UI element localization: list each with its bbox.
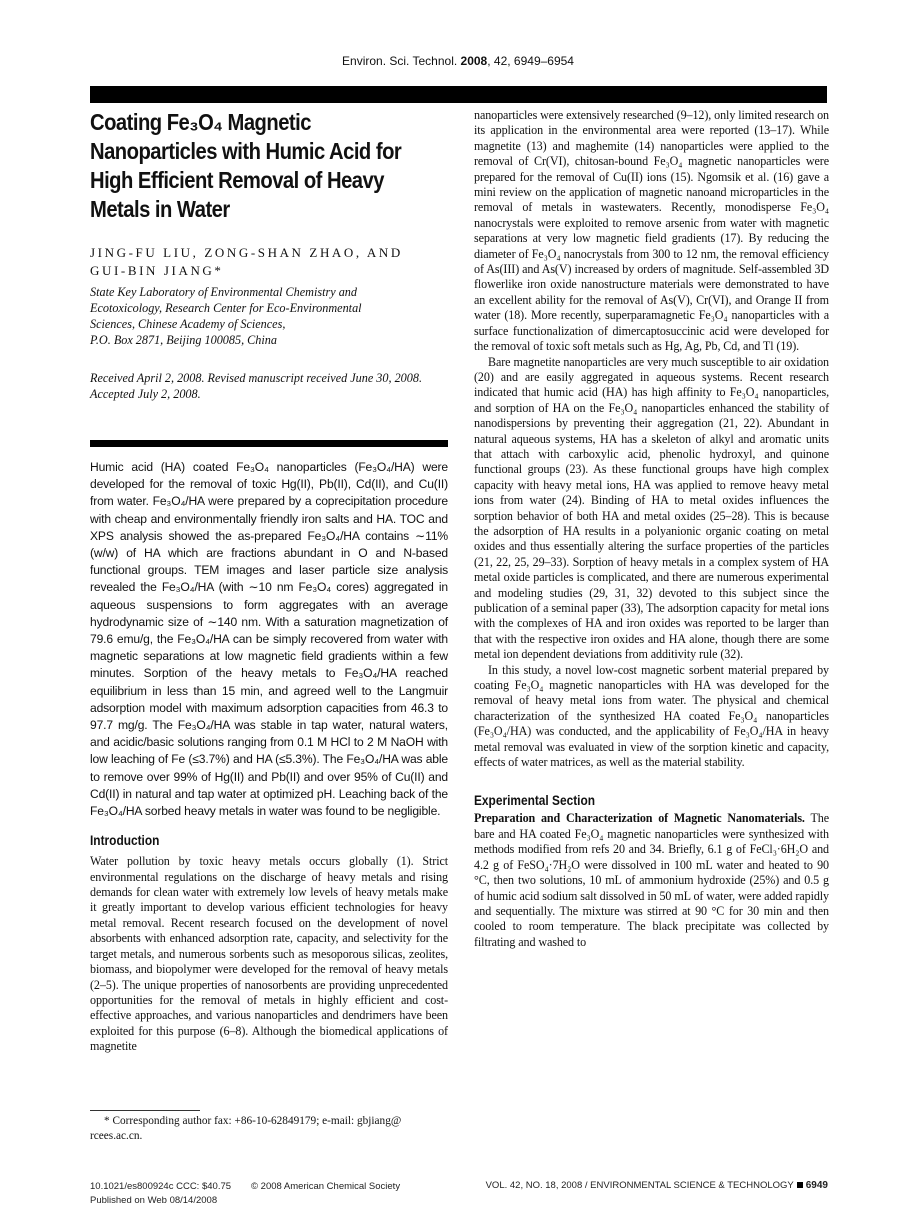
footnote <box>90 1114 448 1144</box>
footer-right <box>470 1180 828 1191</box>
footnote-rule <box>90 1110 200 1111</box>
footnote-line: rcees.ac.cn. <box>90 1130 143 1142</box>
experimental-heading: Experimental Section <box>474 792 596 809</box>
abstract-rule <box>90 440 448 447</box>
body-paragraph: Bare magnetite nanoparticles are very much susceptible to air oxidation (20) and are easily aggregated in aqueous systems. Recent research indicated that humic acid (HA) has high affinity to Fe₃O₄ nanoparticles, and sorption of HA on the Fe₃O₄ nanoparticles enhanced the stability of nanodispersions by preventing their aggregation (21, 22). Abundant in natural aqueous systems, HA has a skeleton of alkyl and aromatic units that attach with carboxylic acid, phenolic hydroxyl, and quinone functional groups (23). As these functional groups have high complex capacity with heavy metal ions, HA was applied to remove heavy metal ions from water (24). Binding of HA to metal oxides influences the sorption behavior of both HA and metal oxides (25–28). This is because the adsorption of HA results in a polyanionic organic coating on metal oxides and thus essentially altering the surface properties of the particles (21, 22, 25, 29–33). Sorption of heavy metals in a complex system of HA metal oxide particles is complicated, and there are numerous experimental and modeling studies (29, 31, 32) devoted to this subject since the publication of a seminal paper (33), The adsorption capacity for metal ions with the complexes of HA and iron oxides was reported to be larger than that with the respective iron oxides and HA alone, though there are some metal ion dependent deviations from additivity rule (32). <box>474 354 829 662</box>
journal-year: 2008 <box>460 54 488 68</box>
published-date: Published on Web 08/14/2008 <box>90 1195 218 1206</box>
doi-ccc: 10.1021/es800924c CCC: $40.75 <box>90 1181 232 1192</box>
abstract: Humic acid (HA) coated Fe₃O₄ nanoparticles (Fe₃O₄/HA) were developed for the removal of toxic Hg(II), Pb(II), Cd(II), and Cu(II) from water. Fe₃O₄/HA were prepared by a coprecipitation procedure with cheap and environmentally friendly iron salts and HA. TOC and XPS analysis showed the as-prepared Fe₃O₄/HA contains ∼11% (w/w) of HA which are fractions abundant in O and N-based functional groups. TEM images and laser particle size analysis revealed the Fe₃O₄/HA (with ∼10 nm Fe₃O₄ cores) aggregated in aqueous suspensions to form aggregates with an average hydrodynamic size of ∼140 nm. With a saturation magnetization of 79.6 emu/g, the Fe₃O₄/HA can be simply recovered from water with magnetic separations at low magnetic field gradients within a few minutes. Sorption of the heavy metals to Fe₃O₄/HA reached equilibrium in less than 15 min, and agreed well to the Langmuir adsorption model with maximum adsorption capacities from 46.3 to 97.7 mg/g. The Fe₃O₄/HA was stable in tap water, natural waters, and acidic/basic solutions ranging from 0.1 M HCl to 2 M NaOH with low leaching of Fe (≤3.7%) and HA (≤5.3%). The Fe₃O₄/HA was able to remove over 99% of Hg(II) and Pb(II) and over 95% of Cu(II) and Cd(II) in natural and tap water at optimized pH. Leaching back of the Fe₃O₄/HA sorbed heavy metals in water was found to be negligible. <box>90 460 448 819</box>
square-bullet-icon <box>797 1182 803 1188</box>
left-column <box>90 108 448 1055</box>
title-rule-bar <box>90 86 827 103</box>
body-paragraph: In this study, a novel low-cost magnetic sorbent material prepared by coating Fe₃O₄ magnetic nanoparticles with HA was developed for the removal of heavy metal ions from water. The physical and chemical characterization of the synthesized HA coated Fe₃O₄ nanoparticles (Fe₃O₄/HA) was conducted, and the applicability of Fe₃O₄/HA in heavy metal removal was evaluated in view of the sorption kinetic and capacity, effects of water matrices, as well as the material stability. <box>474 662 829 770</box>
affiliation-line: P.O. Box 2871, Beijing 100085, China <box>90 333 277 347</box>
journal-name: Environ. Sci. Technol. <box>342 54 458 68</box>
affiliation <box>90 284 448 348</box>
footnote-line: * Corresponding author fax: +86-10-62849179; e-mail: gbjiang@ <box>104 1115 402 1127</box>
affiliation-line: Ecotoxicology, Research Center for Eco-Environmental <box>90 301 362 315</box>
title-line: Nanoparticles with Humic Acid for <box>90 138 402 164</box>
intro-paragraph: Water pollution by toxic heavy metals occurs globally (1). Strict environmental regulations on the discharge of heavy metals and rising demands for clean water with extremely low levels of heavy metals make it greatly important to develop various efficient technologies for heavy metal removal. Recent research focused on the development of novel absorbents with enhanced adsorption rate, capacity, and selectivity for the target metals, and numerous sorbents such as mesoporous silicas, zeolites, biomass, and biopolymer were developed for the removal of heavy metals (2–5). The unique properties of nanosorbents are providing unprecedented opportunities for the removal of metals in highly efficient and cost-effective approaches, and various nanoparticles and dendrimers have been exploited for this purpose (6–8). Although the biomedical applications of magnetite <box>90 854 448 1054</box>
page-number: 6949 <box>805 1180 828 1191</box>
article-title <box>90 108 434 224</box>
experimental-paragraph <box>474 811 829 950</box>
footer-left <box>90 1180 400 1208</box>
journal-volume-pages: , 42, 6949–6954 <box>487 54 574 68</box>
author-line: JING-FU LIU, ZONG-SHAN ZHAO, AND <box>90 245 403 260</box>
experimental-text: The bare and HA coated Fe₃O₄ magnetic nanoparticles were synthesized with methods modified from refs 20 and 34. Briefly, 6.1 g of FeCl₃·6H₂O and 4.2 g of FeSO₄·7H₂O were dissolved in 100 mL water and heated to 90 °C, then two solutions, 10 mL of ammonium hydroxide (25%) and 0.5 g of humic acid sodium salt dissolved in 50 mL of water, were added rapidly and sequentially. The mixture was stirred at 90 °C for 30 min and then cooled to room temperature. The black precipitate was collected by filtrating and washed to <box>474 811 829 949</box>
intro-heading: Introduction <box>90 832 160 849</box>
title-line: Metals in Water <box>90 196 230 222</box>
author-line: GUI-BIN JIANG* <box>90 263 224 278</box>
body-paragraph: nanoparticles were extensively researched (9–12), only limited research on its application in the environmental area were reported (13–17). While magnetite (13) and maghemite (14) nanoparticles were applied to the removal of Cr(VI), chitosan-bound Fe₃O₄ magnetic nanoparticles were prepared for the removal of Cu(II) ions (15). Ngomsik et al. (16) gave a mini review on the application of magnetic nanoand microparticles in the removal of metals in wastewaters. Recently, monodisperse Fe₃O₄ nanocrystals were exploited to remove arsenic from water with magnetic separations at very low magnetic field gradients (17). By reducing the diameter of Fe₃O₄ nanocrystals from 300 to 12 nm, the removal efficiency of As(III) and As(V) increased by orders of magnitude. Self-assembled 3D flowerlike iron oxide nanostructure materials were demonstrated to have an excellent ability for the removal of As(V), Cr(VI), and Orange II from water (18). More recently, superparamagnetic Fe₃O₄ nanoparticles with a surface functionalization of dimercaptosuccinic acid were developed for the removal of toxic soft metals such as Hg, Ag, Pb, Cd, and Tl (19). <box>474 108 829 354</box>
right-column <box>474 108 829 950</box>
copyright: © 2008 American Chemical Society <box>251 1181 401 1192</box>
title-line: Coating Fe₃O₄ Magnetic <box>90 109 311 135</box>
received-dates: Received April 2, 2008. Revised manuscript received June 30, 2008. Accepted July 2, 2008. <box>90 371 423 401</box>
experimental-subheading: Preparation and Characterization of Magnetic Nanomaterials. <box>474 811 805 826</box>
volume-info: VOL. 42, NO. 18, 2008 / ENVIRONMENTAL SCIENCE & TECHNOLOGY <box>485 1180 794 1191</box>
journal-header <box>0 54 916 68</box>
affiliation-line: Sciences, Chinese Academy of Sciences, <box>90 317 286 331</box>
affiliation-line: State Key Laboratory of Environmental Chemistry and <box>90 285 357 299</box>
title-line: High Efficient Removal of Heavy <box>90 167 384 193</box>
authors <box>90 244 448 280</box>
